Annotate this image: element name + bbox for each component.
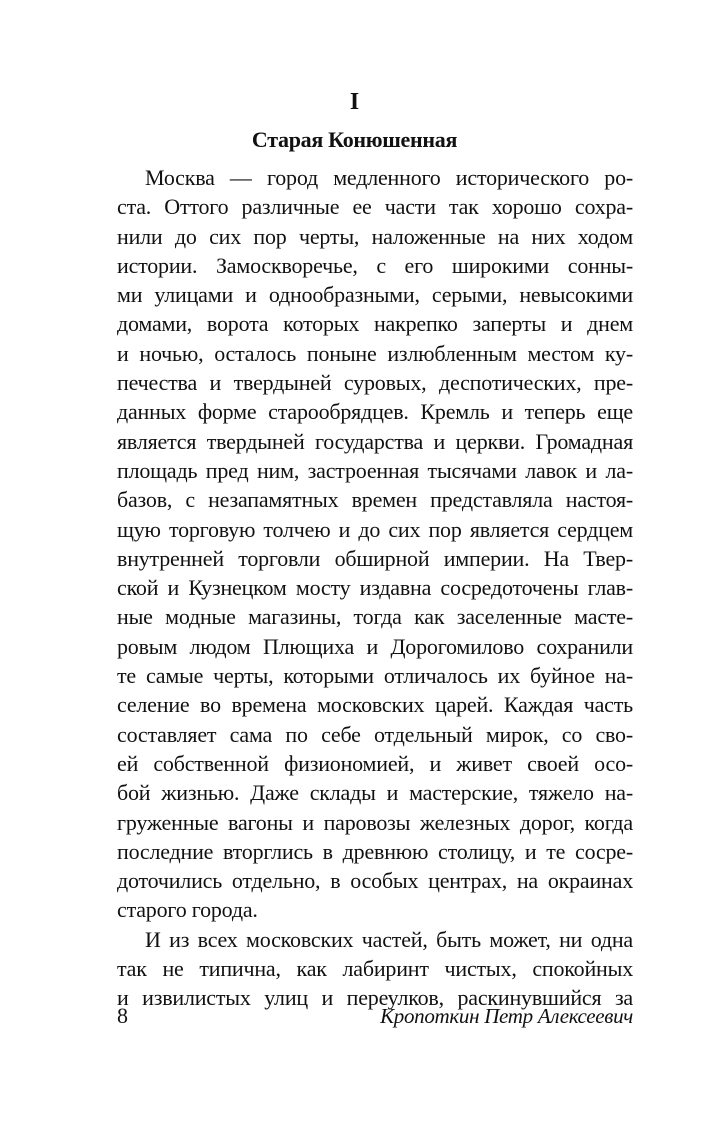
text-line: составляет сама по себе отдельный мирок, со сво- [117,721,633,747]
text-line: базов, с незапамятных времен представляла настоя- [117,487,633,513]
text-line: и извилистых улиц и переулков, раскинувшийся за [117,985,633,1011]
text-line: бой жизнью. Даже склады и мастерские, тяжело на- [117,780,633,806]
text-line: Москва — город медленного исторического ро- [145,165,633,190]
text-line: площадь пред ним, застроенная тысячами лавок и ла- [117,457,633,483]
text-line: является твердыней государства и церкви. Громадная [117,428,633,454]
body-text [117,163,633,1013]
chapter-title: Старая Конюшенная [251,127,458,152]
page-number: 8 [117,1003,128,1028]
text-line: ровым людом Плющиха и Дорогомилово сохранили [117,633,633,659]
text-line: груженные вагоны и паровозы железных дорог, когда [117,809,633,835]
text-line: ской и Кузнецком мосту издавна сосредоточены глав- [117,575,633,601]
text-line: нили до сих пор черты, наложенные на них ходом [117,223,633,249]
text-line: так не типична, как лабиринт чистых, спокойных [117,956,633,982]
text-line: ей собственной физиономией, и живет своей осо- [117,750,633,776]
text-line: ста. Оттого различные ее части так хорошо сохра- [117,194,633,220]
text-line: ные модные магазины, тогда как заселенные масте- [117,604,633,630]
text-line: старого города. [117,897,258,923]
text-line: и ночью, осталось поныне излюбленным местом ку- [117,340,633,366]
text-line: щую торговую толчею и до сих пор является сердцем [117,516,633,542]
text-line: И из всех московских частей, быть может, ни одна [145,926,633,952]
text-line: истории. Замоскворечье, с его широкими сонны- [117,252,633,278]
text-line: данных форме старообрядцев. Кремль и теперь еще [117,399,633,425]
running-footer-author: Кропоткин Петр Алексеевич [380,1004,633,1028]
text-line: ми улицами и однообразными, серыми, невысокими [117,282,633,308]
text-line: селение во времена московских царей. Каждая часть [117,692,633,718]
text-line: домами, ворота которых накрепко заперты и днем [117,311,633,337]
text-line: печества и твердыней суровых, деспотических, пре- [117,370,633,396]
text-line: внутренней торговли обширной империи. На Твер- [117,545,633,571]
text-line: последние вторглись в древнюю столицу, и те сосре- [117,838,633,864]
text-line: доточились отдельно, в особых центрах, на окраинах [117,868,633,894]
text-line: те самые черты, которыми отличалось их буйное на- [117,663,633,689]
chapter-number: I [349,89,360,115]
